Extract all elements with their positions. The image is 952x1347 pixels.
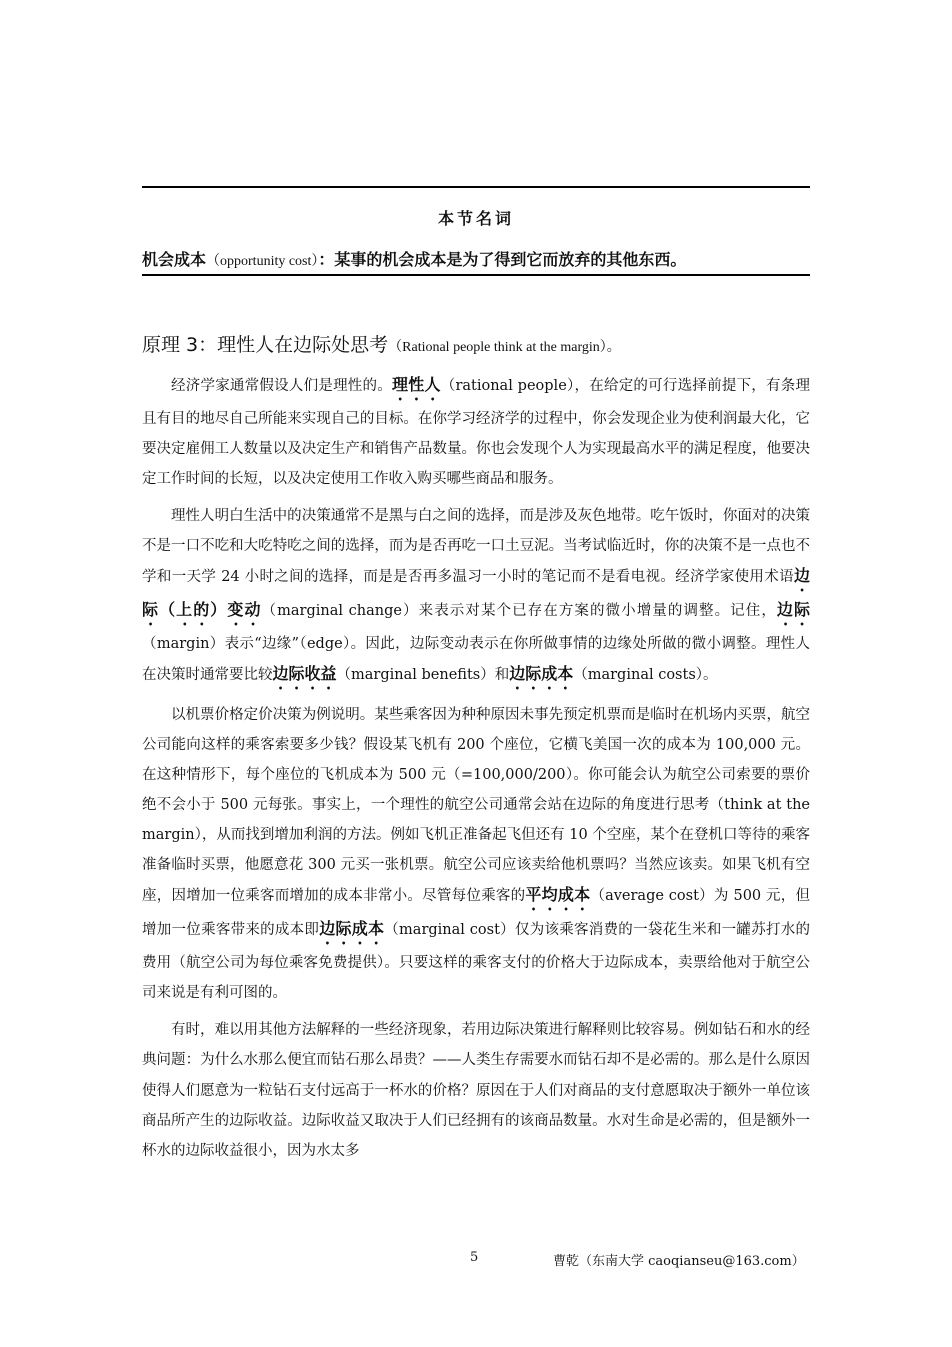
text-span: （marginal benefits）和 — [336, 667, 510, 683]
text-span: （marginal change）来表示对某个已存在方案的微小增量的调整。记住， — [261, 603, 777, 619]
text-span: 以机票价格定价决策为例说明。某些乘客因为种种原因未事先预定机票而是临时在机场内买票，航空公司能向这样的乘客索要多少钱？假设某飞机有 200 个座位，它横飞美国一次的成本为 100,000 元。在这种情形下，每个座位的飞机成本为 500 元（=100,000/200）。你可能会认为航空公司索要的票价绝不会小于 500 元每张。事实上，一个理性的航空公司通常会站在边际的角度进行思考（think at the margin），从而找到增加利润的方法。例如飞机正准备起飞但还有 10 个空座，某个在登机口等待的乘客准备临时买票，他愿意花 300 元买一张机票。航空公司应该卖给他机票吗？当然应该卖。如果飞机有空座，因增加一位乘客而增加的成本非常小。尽管每位乘客的 — [142, 707, 810, 904]
key-terms-title: 本节名词 — [437, 209, 514, 228]
definition-text: ：某事的机会成本是为了得到它而放弃的其他东西。 — [318, 250, 687, 269]
author-info: 曹乾（东南大学 caoqianseu@163.com） — [553, 1254, 805, 1269]
keyword-marginal-cost: 边际成本 — [319, 919, 385, 938]
definition-term-en: （opportunity cost） — [206, 254, 319, 269]
keyword-average-cost: 平均成本 — [525, 885, 591, 904]
paragraph-1 — [142, 370, 810, 494]
paragraph-3 — [142, 700, 810, 1008]
paragraph-2 — [142, 501, 810, 693]
text-span: （margin）表示“边缘”（edge）。因此，边际变动表示在你所做事情的边缘处所做的微小调整。理性人在决策时通常要比较 — [142, 636, 810, 683]
definition-term: 机会成本 — [142, 250, 207, 269]
text-span: 经济学家通常假设人们是理性的。 — [171, 378, 393, 394]
keyword-margin: 边际 — [776, 600, 810, 619]
text-span: 理性人明白生活中的决策通常不是黑与白之间的选择，而是涉及灰色地带。吃午饭时，你面对的决策不是一口不吃和大吃特吃之间的选择，而为是否再吃一口土豆泥。当考试临近时，你的决策不是一点也不学和一天学 24 小时之间的选择，而是是否再多温习一小时的笔记而不是看电视。经济学家使用术语 — [142, 508, 810, 585]
keyword-rational-people: 理性人 — [392, 375, 441, 394]
text-span: （average cost）为 500 元，但增加一位乘客带来的成本即 — [142, 888, 810, 938]
text-span: 有时，难以用其他方法解释的一些经济现象，若用边际决策进行解释则比较容易。例如钻石和水的经典问题：为什么水那么便宜而钻石那么昂贵？——人类生存需要水而钻石却不是必需的。那么是什么原因使得人们愿意为一粒钻石支付远高于一杯水的价格？原因在于人们对商品的支付意愿取决于额外一单位该商品所产生的边际收益。边际收益又取决于人们已经拥有的该商品数量。水对生命是必需的，但是额外一杯水的边际收益很小，因为水太多 — [142, 1022, 810, 1160]
text-span: （marginal cost）仅为该乘客消费的一袋花生米和一罐苏打水的费用（航空公司为每位乘客免费提供）。只要这样的乘客支付的价格大于边际成本，卖票给他对于航空公司来说是有利可图的。 — [142, 922, 811, 1001]
body-text — [142, 370, 810, 1173]
key-terms-box — [142, 186, 810, 276]
text-span: （marginal costs）。 — [573, 667, 718, 683]
principle-heading — [142, 330, 822, 357]
definition-opportunity-cost — [142, 247, 810, 270]
principle-heading-main: 原理 3：理性人在边际处思考 — [142, 334, 389, 356]
text-span: （rational people），在给定的可行选择前提下，有条理且有目的地尽自己所能来实现自己的目标。在你学习经济学的过程中，你会发现企业为使利润最大化，它要决定雇佣工人数量以及决定生产和销售产品数量。你也会发现个人为实现最高水平的满足程度，他要决定工作时间的长短，以及决定使用工作收入购买哪些商品和服务。 — [142, 378, 810, 487]
keyword-marginal-costs: 边际成本 — [509, 664, 574, 683]
principle-heading-en: （Rational people think at the margin）。 — [388, 340, 621, 355]
keyword-marginal-change: 边际（上的）变动 — [142, 566, 810, 619]
keyword-marginal-benefits: 边际收益 — [272, 664, 337, 683]
page-number: 5 — [470, 1250, 479, 1265]
paragraph-4 — [142, 1015, 810, 1166]
